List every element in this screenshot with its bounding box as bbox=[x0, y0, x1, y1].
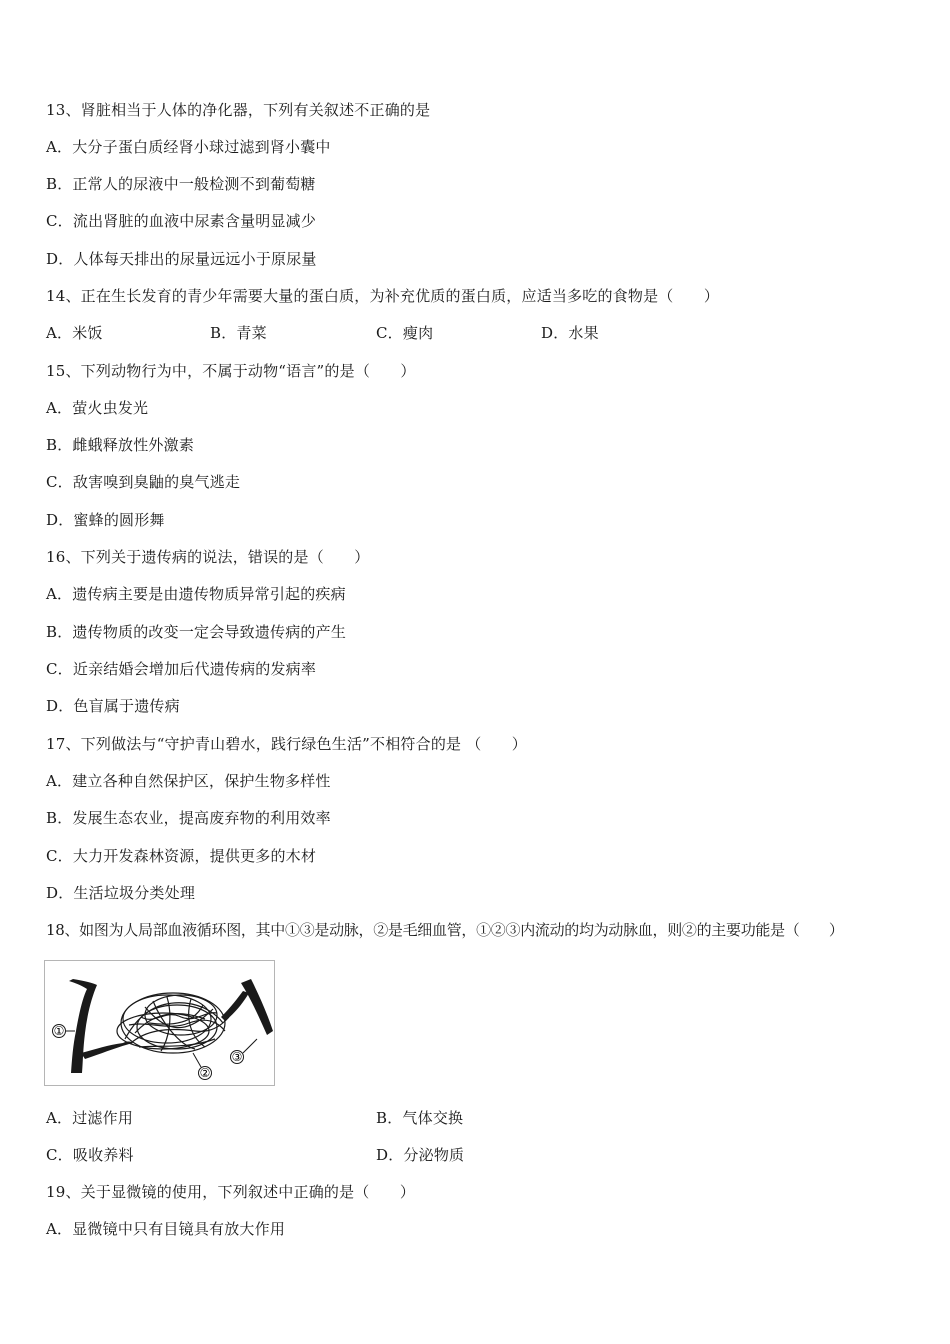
question-14-option-d: D．水果 bbox=[541, 324, 599, 342]
question-13-option-b: B．正常人的尿液中一般检测不到葡萄糖 bbox=[46, 175, 316, 193]
question-15-option-a: A．萤火虫发光 bbox=[46, 399, 149, 417]
question-17-option-d: D．生活垃圾分类处理 bbox=[46, 884, 196, 902]
question-19-stem: 19、关于显微镜的使用，下列叙述中正确的是（ ） bbox=[46, 1183, 416, 1201]
artery-3-shape bbox=[241, 979, 273, 1035]
arteriole-branch bbox=[81, 1042, 133, 1060]
question-18-options-row-2 bbox=[46, 1145, 906, 1165]
question-18-options-row-1 bbox=[46, 1108, 906, 1128]
figure-label-1: ① bbox=[53, 1024, 65, 1038]
artery-1-shape bbox=[69, 979, 97, 1073]
question-13-option-d: D．人体每天排出的尿量远远小于原尿量 bbox=[46, 250, 317, 268]
question-18-stem: 18、如图为人局部血液循环图，其中①③是动脉，②是毛细血管，①②③内流动的均为动脉血，则②的主要功能是（ ） bbox=[46, 921, 844, 939]
question-15-stem: 15、下列动物行为中，不属于动物“语言”的是（ ） bbox=[46, 362, 416, 380]
question-16-stem: 16、下列关于遗传病的说法，错误的是（ ） bbox=[46, 548, 370, 566]
question-14-option-b: B．青菜 bbox=[210, 324, 267, 342]
question-14-option-c: C．瘦肉 bbox=[376, 324, 434, 342]
question-14-options-row bbox=[46, 323, 906, 343]
label-2-line bbox=[193, 1053, 201, 1067]
question-16-option-b: B．遗传物质的改变一定会导致遗传病的产生 bbox=[46, 623, 347, 641]
question-18-option-d: D．分泌物质 bbox=[376, 1146, 465, 1164]
question-17-option-a: A．建立各种自然保护区，保护生物多样性 bbox=[46, 772, 331, 790]
question-17-option-c: C．大力开发森林资源，提供更多的木材 bbox=[46, 847, 317, 865]
question-16-option-d: D．色盲属于遗传病 bbox=[46, 697, 180, 715]
question-19-option-a: A．显微镜中只有目镜具有放大作用 bbox=[46, 1220, 286, 1238]
question-16-option-c: C．近亲结婚会增加后代遗传病的发病率 bbox=[46, 660, 317, 678]
capillary-network-diagram bbox=[45, 961, 274, 1085]
question-13-option-a: A．大分子蛋白质经肾小球过滤到肾小囊中 bbox=[46, 138, 331, 156]
capillary-network bbox=[117, 993, 229, 1053]
question-15-option-c: C．敌害嗅到臭鼬的臭气逃走 bbox=[46, 473, 241, 491]
question-16-option-a: A．遗传病主要是由遗传物质异常引起的疾病 bbox=[46, 585, 346, 603]
question-17-option-b: B．发展生态农业，提高废弃物的利用效率 bbox=[46, 809, 331, 827]
question-18-option-c: C．吸收养料 bbox=[46, 1146, 134, 1164]
question-15-option-b: B．雌蛾释放性外激素 bbox=[46, 436, 195, 454]
blood-circulation-figure bbox=[44, 960, 275, 1086]
question-13-stem: 13、肾脏相当于人体的净化器，下列有关叙述不正确的是 bbox=[46, 101, 431, 119]
figure-label-2: ② bbox=[199, 1066, 211, 1080]
label-3-line bbox=[243, 1039, 257, 1053]
venule-branch bbox=[221, 991, 249, 1021]
question-13-option-c: C．流出肾脏的血液中尿素含量明显减少 bbox=[46, 212, 317, 230]
question-15-option-d: D．蜜蜂的圆形舞 bbox=[46, 511, 165, 529]
figure-label-3: ③ bbox=[231, 1050, 243, 1064]
question-17-stem: 17、下列做法与“守护青山碧水，践行绿色生活”不相符合的是 （ ） bbox=[46, 735, 527, 753]
question-18-option-b: B．气体交换 bbox=[376, 1109, 464, 1127]
question-18-option-a: A．过滤作用 bbox=[46, 1109, 134, 1127]
question-14-stem: 14、正在生长发育的青少年需要大量的蛋白质，为补充优质的蛋白质，应适当多吃的食物是（ ） bbox=[46, 287, 720, 305]
question-14-option-a: A．米饭 bbox=[46, 324, 103, 342]
